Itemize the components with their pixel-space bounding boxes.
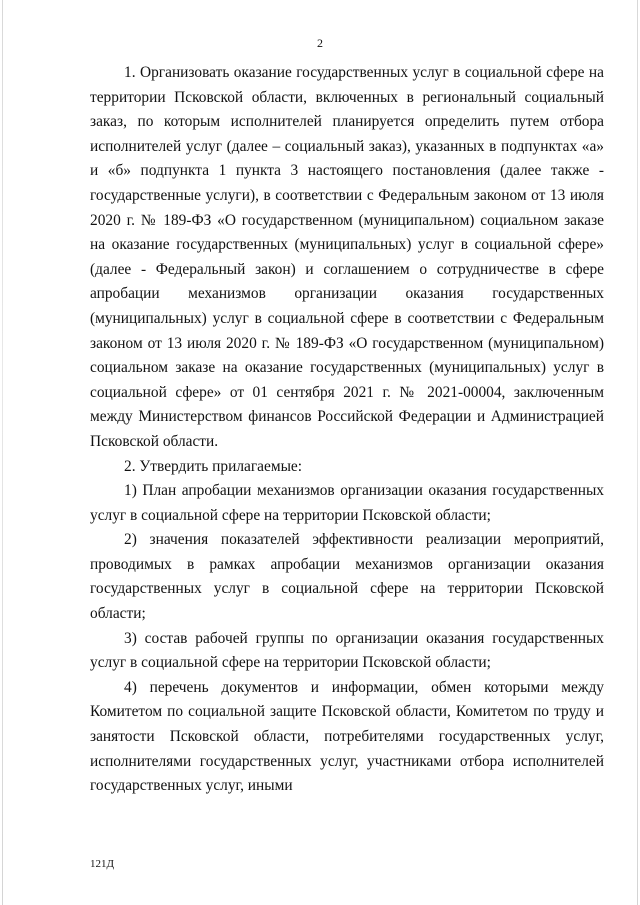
list-item-2: 2) значения показателей эффективности реализации мероприятий, проводимых в рамках апробации механизмов организации оказания государственных услуг в социальной сфере на территории Псковской области; [90,531,604,623]
scan-edge-left [2,0,3,905]
page-number: 2 [317,36,323,50]
scan-edge-right [637,0,638,905]
list-item-4: 4) перечень документов и информации, обмен которыми между Комитетом по социальной защите Псковской области, Комитетом по труду и занятости Псковской области, потребителями государственных услуг, исполнителями государственных услуг, участниками отбора исполнителей государственных услуг, иными [90,678,604,795]
paragraph-1: 1. Организовать оказание государственных услуг в социальной сфере на территории Псковской области, включенных в региональный социальный заказ, по которым исполнителей планируется определить путем отбора исполнителей услуг (далее – социальный заказ), указанных в подпунктах «а» и «б» подпункта 1 пункта 3 настоящего постановления (далее также - государственные услуги), в соответствии с Федеральным законом от 13 июля 2020 г. № 189-ФЗ «О государственном (муниципальном) социальном заказе на оказание государственных (муниципальных) услуг в социальной сфере» (далее - Федеральный закон) и соглашением о сотрудничестве в сфере апробации механизмов организации оказания государственных (муниципальных) услуг в социальной сфере в соответствии с Федеральным законом от 13 июля 2020 г. № 189-ФЗ «О государственном (муниципальном) социальном заказе на оказание государственных (муниципальных) услуг в социальной сфере» от 01 сентября 2021 г. № 2021-00004, заключенным между Министерством финансов Российской Федерации и Администрацией Псковской области. [90,64,604,450]
document-code: 121Д [90,858,115,870]
paragraph-2: 2. Утвердить прилагаемые: [124,457,303,475]
list-item-1: 1) План апробации механизмов организации оказания государственных услуг в социальной сфере на территории Псковской области; [90,482,604,524]
list-item-3: 3) состав рабочей группы по организации оказания государственных услуг в социальной сфере на территории Псковской области; [90,629,604,672]
document-body [90,61,604,799]
